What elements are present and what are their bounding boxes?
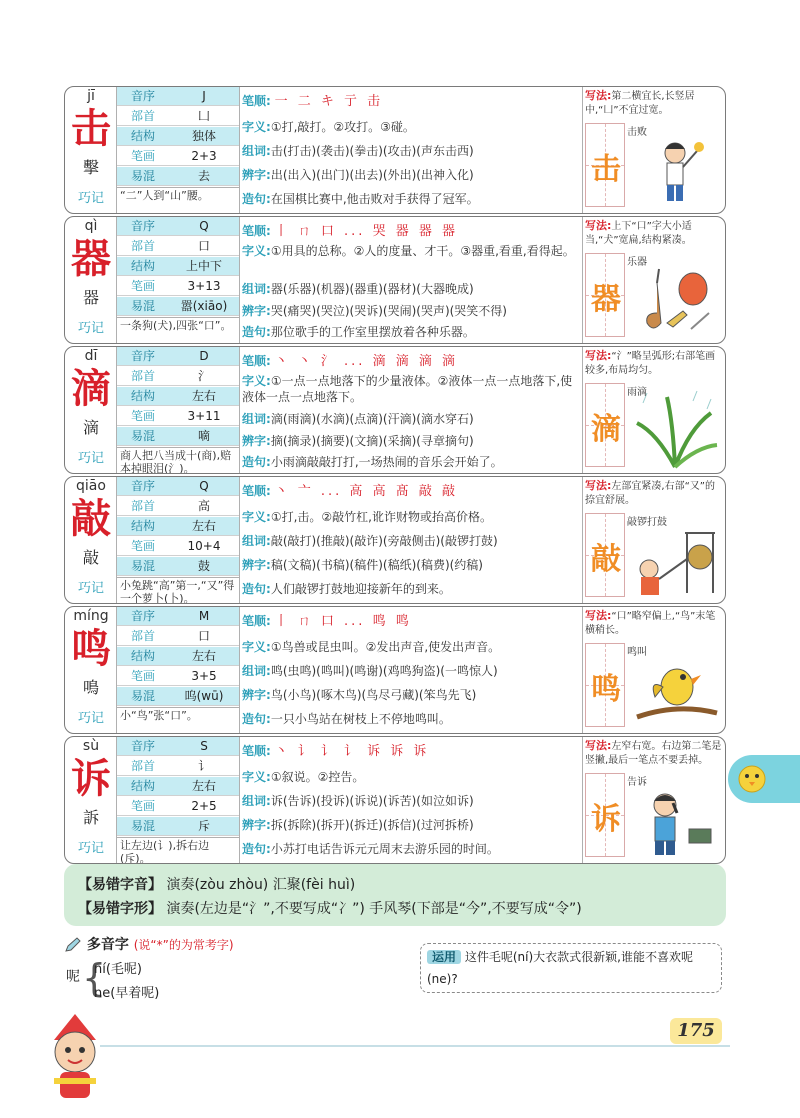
bianzi-line: 辨字:摘(摘录)(摘要)(文摘)(采摘)(寻章摘句) — [242, 434, 474, 448]
char-row — [64, 736, 726, 864]
info-row: 易混 嚣(xiāo) — [117, 297, 239, 316]
info-row: 音序 D — [117, 347, 239, 366]
bishun-line: 笔顺: 一 二 キ 亍 击 — [242, 94, 384, 109]
char-row — [64, 346, 726, 474]
usage-box — [420, 943, 722, 993]
qiaoji-text: 小“鸟”张“口”。 — [117, 707, 239, 734]
ziyi-line: 字义:①鸟兽或昆虫叫。②发出声音,使发出声音。 — [242, 640, 501, 654]
common-errors-box — [64, 864, 726, 926]
info-table — [117, 607, 239, 707]
info-row: 部首 讠 — [117, 757, 239, 776]
bishun-line: 笔顺: 丨 ㄇ 口 ... 鸣 鸣 — [242, 614, 412, 629]
page-number: 175 — [670, 1018, 722, 1044]
char-column — [65, 87, 117, 213]
writing-column — [583, 477, 726, 603]
pinyin: sù — [82, 738, 100, 754]
qiaoji-text: 让左边(讠),拆右边(斥)。 — [117, 837, 239, 864]
polyphone-header: 多音字 (说“*”的为常考字) — [64, 934, 234, 954]
char-row — [64, 476, 726, 604]
main-character: 滴 — [71, 365, 111, 412]
practice-grid — [585, 513, 625, 597]
definition-column — [239, 217, 583, 343]
xiefa-text: 写法:第二横宜长,长竖居中,“凵”不宜过宽。 — [585, 89, 695, 116]
char-column — [65, 347, 117, 473]
writing-column — [583, 347, 726, 473]
definition-column — [239, 347, 583, 473]
illustration-label: 敲锣打鼓 — [627, 517, 667, 528]
info-row: 笔画 3+11 — [117, 407, 239, 426]
xiefa-text: 写法:左窄右宽。右边第二笔是竖撇,最后一笔点不要丢掉。 — [585, 739, 722, 766]
traditional-character: 敲 — [82, 548, 99, 567]
mascot-illustration — [40, 1010, 110, 1105]
qiaoji-label: 巧记 — [77, 711, 104, 726]
qiaoji-text: 一条狗(犬),四张“口”。 — [117, 317, 239, 344]
info-row: 笔画 3+5 — [117, 667, 239, 686]
info-table — [117, 347, 239, 447]
zaoju-line: 造句:在国棋比赛中,他击败对手获得了冠军。 — [242, 192, 479, 206]
info-row: 音序 S — [117, 737, 239, 756]
info-row: 音序 Q — [117, 217, 239, 236]
main-character: 诉 — [71, 755, 111, 802]
pinyin: míng — [73, 608, 109, 624]
bianzi-line: 辨字:哭(痛哭)(哭泣)(哭诉)(哭闹)(哭声)(哭笑不得) — [242, 304, 507, 318]
zuci-line: 组词:滴(雨滴)(水滴)(点滴)(汗滴)(滴水穿石) — [242, 412, 474, 426]
xiefa-text: 写法:“氵”略呈弧形;右部笔画较多,布局均匀。 — [585, 349, 716, 376]
illustration-label: 击败 — [627, 127, 647, 138]
illustration — [627, 123, 723, 209]
info-row: 易混 鼓 — [117, 557, 239, 576]
info-row: 易混 嘀 — [117, 427, 239, 446]
main-character: 鸣 — [71, 625, 111, 672]
info-row: 笔画 3+13 — [117, 277, 239, 296]
info-row: 部首 口 — [117, 237, 239, 256]
definition-column — [239, 607, 583, 733]
zuci-line: 组词:击(打击)(袭击)(拳击)(攻击)(声东击西) — [242, 144, 474, 158]
practice-grid — [585, 253, 625, 337]
info-row: 音序 Q — [117, 477, 239, 496]
polyphone-reading-2: ne(早着呢) — [94, 986, 160, 1001]
pencil-icon — [64, 937, 82, 953]
ziyi-line: 字义:①打,击。②敲竹杠,讹诈财物或抬高价格。 — [242, 510, 492, 524]
traditional-character: 滴 — [82, 418, 99, 437]
qiaoji-label: 巧记 — [77, 451, 104, 466]
illustration — [627, 513, 723, 599]
info-row: 部首 口 — [117, 627, 239, 646]
zuci-line: 组词:敲(敲打)(推敲)(敲诈)(旁敲侧击)(敲锣打鼓) — [242, 534, 498, 548]
info-row: 易混 去 — [117, 167, 239, 186]
illustration-label: 告诉 — [627, 777, 647, 788]
info-row: 结构 上中下 — [117, 257, 239, 276]
char-column — [65, 217, 117, 343]
zaoju-line: 造句:那位歌手的工作室里摆放着各种乐器。 — [242, 325, 475, 339]
main-character: 器 — [71, 235, 111, 282]
qiaoji-label: 巧记 — [77, 191, 104, 206]
char-column — [65, 477, 117, 603]
illustration — [627, 643, 723, 729]
bianzi-line: 辨字:稿(文稿)(书稿)(稿件)(稿纸)(稿费)(约稿) — [242, 558, 483, 572]
info-row: 结构 独体 — [117, 127, 239, 146]
info-table — [117, 217, 239, 317]
ziyi-line: 字义:①打,敲打。②攻打。③碰。 — [242, 120, 415, 134]
info-row: 部首 高 — [117, 497, 239, 516]
info-row: 结构 左右 — [117, 517, 239, 536]
zaoju-line: 造句:小雨滴敲敲打打,一场热闹的音乐会开始了。 — [242, 455, 503, 469]
side-tab — [728, 755, 800, 803]
usage-text: 这件毛呢(ní)大衣款式很新颖,谁能不喜欢呢(ne)? — [427, 950, 693, 986]
zaoju-line: 造句:人们敲锣打鼓地迎接新年的到来。 — [242, 582, 451, 596]
qiaoji-text: 小兔跳“高”第一,“又”得一个萝卜(卜)。 — [117, 577, 239, 604]
info-row: 笔画 2+5 — [117, 797, 239, 816]
illustration-label: 雨滴 — [627, 387, 647, 398]
qiaoji-label: 巧记 — [77, 581, 104, 596]
xiefa-text: 写法:“口”略窄偏上,“鸟”末笔横稍长。 — [585, 609, 716, 636]
ziyi-line: 字义:①用具的总称。②人的度量、才干。③器重,看重,看得起。 — [242, 244, 575, 258]
xiefa-text: 写法:左部宜紧凑,右部“又”的捺宜舒展。 — [585, 479, 715, 506]
info-row: 笔画 2+3 — [117, 147, 239, 166]
grid-character: 鸣 — [591, 672, 621, 707]
polyphone-reading-1: ní(毛呢) — [94, 962, 142, 977]
qiaoji-label: 巧记 — [77, 321, 104, 336]
char-row — [64, 606, 726, 734]
bianzi-line: 辨字:出(出入)(出门)(出去)(外出)(出神入化) — [242, 168, 474, 182]
info-row: 结构 左右 — [117, 387, 239, 406]
bianzi-line: 辨字:鸟(小鸟)(啄木鸟)(鸟尽弓藏)(笨鸟先飞) — [242, 688, 477, 702]
yicuo-zi-xing: 【易错字形】 演奏(左边是“氵”,不要写成“冫”) 手风琴(下部是“今”,不要写成“令”) — [78, 901, 582, 917]
yicuo-zi-yin: 【易错字音】 演奏(zòu zhòu) 汇聚(fèi huì) — [78, 877, 356, 893]
bishun-line: 笔顺: 丶 丶 氵 ... 滴 滴 滴 滴 — [242, 354, 458, 369]
practice-grid — [585, 643, 625, 727]
grid-character: 敲 — [591, 542, 621, 577]
writing-column — [583, 607, 726, 733]
char-row — [64, 86, 726, 214]
pinyin: jī — [87, 88, 95, 104]
writing-column — [583, 87, 726, 213]
info-row: 笔画 10+4 — [117, 537, 239, 556]
info-row: 部首 凵 — [117, 107, 239, 126]
brace-icon: { — [82, 956, 107, 1000]
pinyin: dī — [84, 348, 98, 364]
usage-tag: 运用 — [427, 950, 461, 964]
polyphone-char: 呢 — [66, 969, 80, 985]
traditional-character: 器 — [82, 288, 99, 307]
info-table — [117, 477, 239, 577]
illustration-label: 乐器 — [627, 257, 647, 268]
char-row — [64, 216, 726, 344]
practice-grid — [585, 773, 625, 857]
main-character: 击 — [71, 105, 111, 152]
info-row: 结构 左右 — [117, 647, 239, 666]
zuci-line: 组词:鸣(虫鸣)(鸣叫)(鸣谢)(鸡鸣狗盗)(一鸣惊人) — [242, 664, 498, 678]
writing-column — [583, 737, 726, 863]
ziyi-line: 字义:①叙说。②控告。 — [242, 770, 365, 784]
zaoju-line: 造句:小苏打电话告诉元元周末去游乐园的时间。 — [242, 842, 499, 856]
qiaoji-text: 商人把八当成十(商),赔本掉眼泪(氵)。 — [117, 447, 239, 474]
definition-column — [239, 477, 583, 603]
definition-column — [239, 87, 583, 213]
pinyin: qì — [84, 218, 98, 234]
char-column — [65, 607, 117, 733]
pinyin: qiāo — [76, 478, 106, 494]
bishun-line: 笔顺: 丶 讠 讠 讠 诉 诉 诉 — [242, 744, 430, 759]
qiaoji-text: “二”人到“山”腰。 — [117, 187, 239, 214]
info-table — [117, 737, 239, 837]
zuci-line: 组词:器(乐器)(机器)(器重)(器材)(大器晚成) — [242, 282, 474, 296]
grid-character: 击 — [591, 152, 621, 187]
info-row: 音序 M — [117, 607, 239, 626]
grid-character: 滴 — [591, 412, 621, 447]
info-table — [117, 87, 239, 187]
main-character: 敲 — [71, 495, 111, 542]
ziyi-line: 字义:①一点一点地落下的少量液体。②液体一点一点地落下,使液体一点一点地落下。 — [242, 374, 573, 404]
qiaoji-label: 巧记 — [77, 841, 104, 856]
grid-character: 器 — [591, 282, 621, 317]
info-row: 易混 斥 — [117, 817, 239, 836]
xiefa-text: 写法:上下“口”字大小适当,“犬”宽扁,结构紧凑。 — [585, 219, 692, 246]
grid-character: 诉 — [591, 802, 621, 837]
practice-grid — [585, 123, 625, 207]
practice-grid — [585, 383, 625, 467]
illustration — [627, 383, 723, 469]
info-row: 结构 左右 — [117, 777, 239, 796]
illustration — [627, 253, 723, 339]
traditional-character: 訴 — [82, 808, 99, 827]
info-row: 易混 呜(wū) — [117, 687, 239, 706]
zuci-line: 组词:诉(告诉)(投诉)(诉说)(诉苦)(如泣如诉) — [242, 794, 474, 808]
chick-icon — [732, 759, 772, 799]
info-row: 部首 氵 — [117, 367, 239, 386]
info-row: 音序 J — [117, 87, 239, 106]
bishun-line: 笔顺: 丶 亠 ... 高 高 髙 敲 敲 — [242, 484, 458, 499]
footer-divider — [100, 1045, 730, 1047]
zaoju-line: 造句:一只小鸟站在树枝上不停地鸣叫。 — [242, 712, 451, 726]
bianzi-line: 辨字:拆(拆除)(拆开)(拆迁)(拆信)(过河拆桥) — [242, 818, 474, 832]
traditional-character: 鳴 — [82, 678, 99, 697]
illustration — [627, 773, 723, 859]
illustration-label: 鸣叫 — [627, 647, 647, 658]
definition-column — [239, 737, 583, 863]
traditional-character: 擊 — [82, 158, 99, 177]
writing-column — [583, 217, 726, 343]
char-column — [65, 737, 117, 863]
bishun-line: 笔顺: 丨 ㄇ 口 ... 哭 器 器 器 — [242, 224, 458, 239]
